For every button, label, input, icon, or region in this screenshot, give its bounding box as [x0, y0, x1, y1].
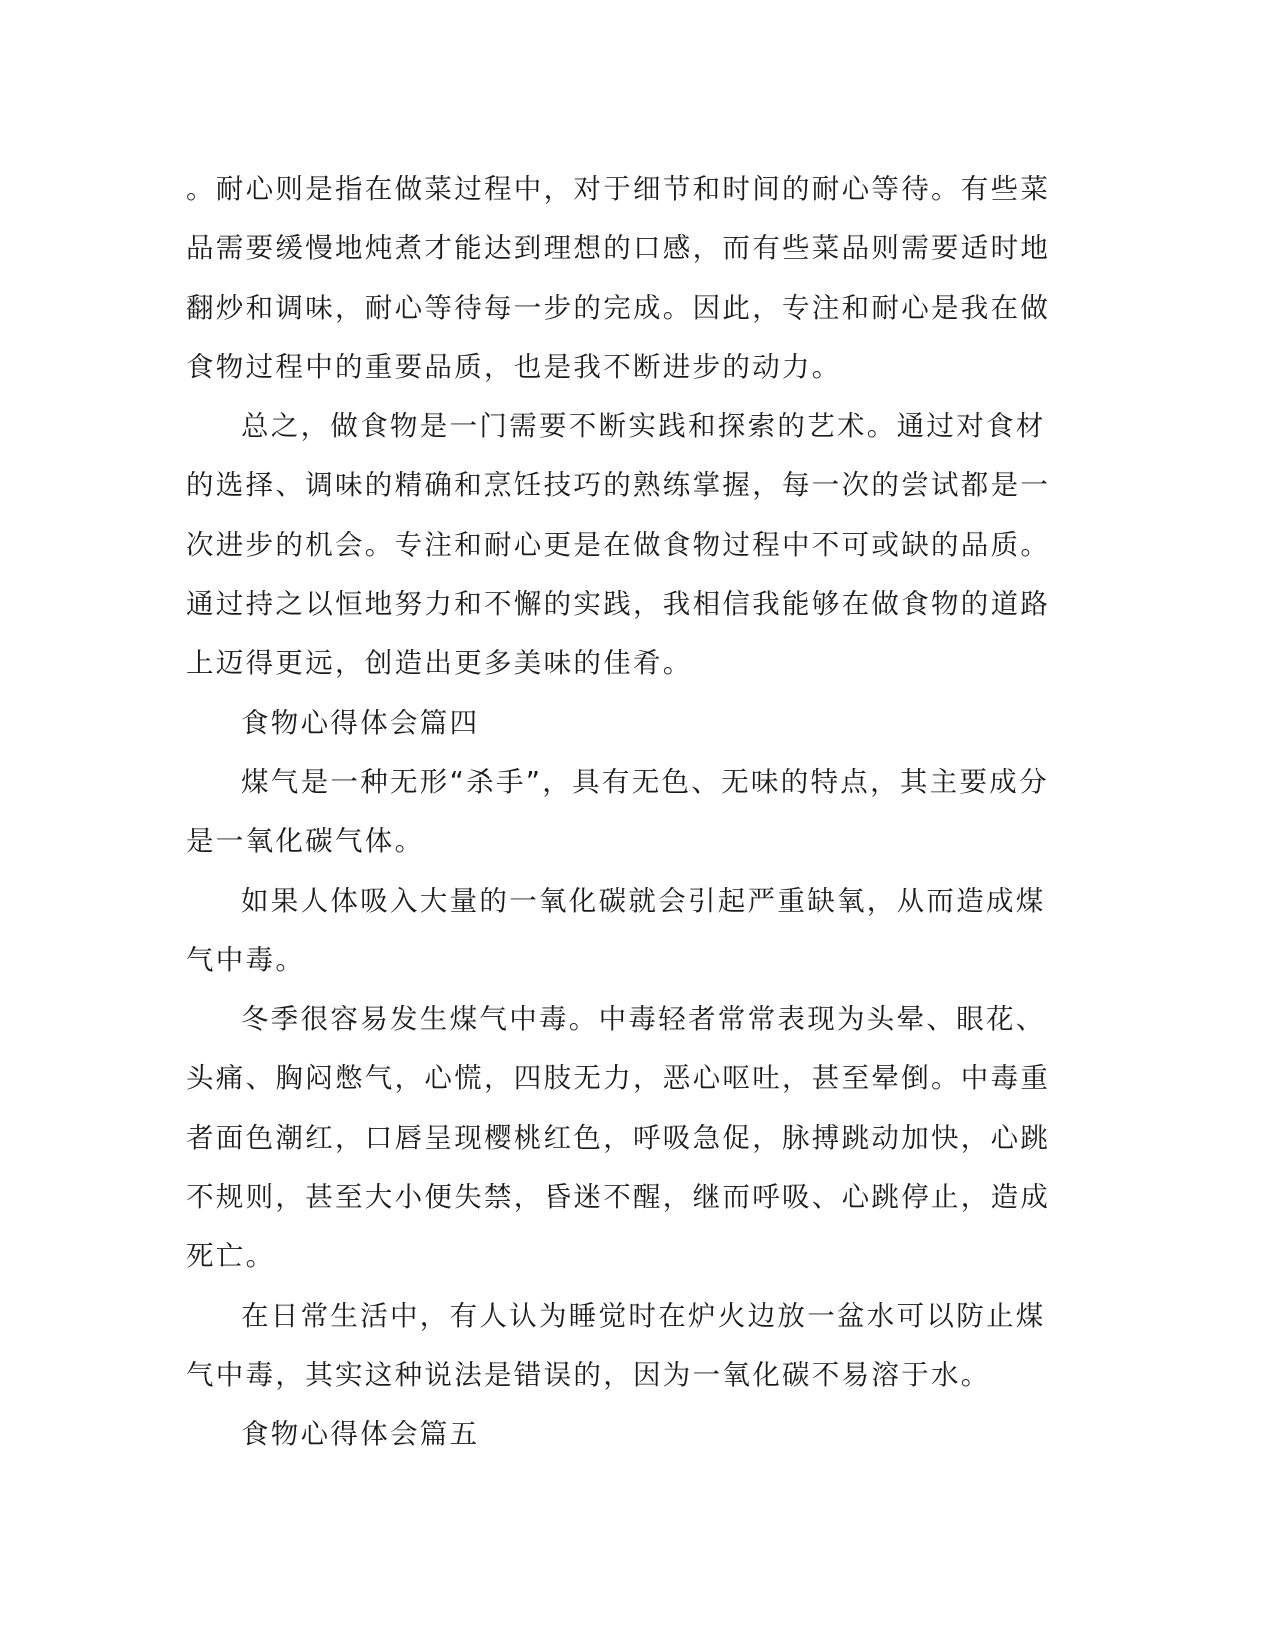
- paragraph-summary: 总之，做食物是一门需要不断实践和探索的艺术。通过对食材的选择、调味的精确和烹饪技巧的熟练掌握，每一次的尝试都是一次进步的机会。专注和耐心更是在做食物过程中不可或缺的品质。通过持之以恒地努力和不懈的实践，我相信我能够在做食物的道路上迈得更远，创造出更多美味的佳肴。: [186, 410, 1051, 680]
- paragraph-gas-myth: 在日常生活中，有人认为睡觉时在炉火边放一盆水可以防止煤气中毒，其实这种说法是错误的，因为一氧化碳不易溶于水。: [186, 1299, 1046, 1391]
- paragraph-gas-intro: 煤气是一种无形“杀手”，具有无色、无味的特点，其主要成分是一氧化碳气体。: [186, 765, 1049, 858]
- paragraph-gas-symptoms: 冬季很容易发生煤气中毒。中毒轻者常常表现为头晕、眼花、头痛、胸闷憋气，心慌，四肢无力，恶心呕吐，甚至晕倒。中毒重者面色潮红，口唇呈现樱桃红色，呼吸急促，脉搏跳动加快，心跳不规则，甚至大小便失禁，昏迷不醒，继而呼吸、心跳停止，造成死亡。: [186, 1003, 1051, 1273]
- document-body: [186, 160, 1066, 1465]
- paragraph-continuation: 。耐心则是指在做菜过程中，对于细节和时间的耐心等待。有些菜品需要缓慢地炖煮才能达到理想的口感，而有些菜品则需要适时地翻炒和调味，耐心等待每一步的完成。因此，专注和耐心是我在做食物过程中的重要品质，也是我不断进步的动力。: [186, 173, 1051, 383]
- section-heading-4: 食物心得体会篇四: [241, 706, 480, 739]
- paragraph-gas-poisoning: 如果人体吸入大量的一氧化碳就会引起严重缺氧，从而造成煤气中毒。: [186, 884, 1046, 976]
- section-heading-5: 食物心得体会篇五: [241, 1418, 480, 1451]
